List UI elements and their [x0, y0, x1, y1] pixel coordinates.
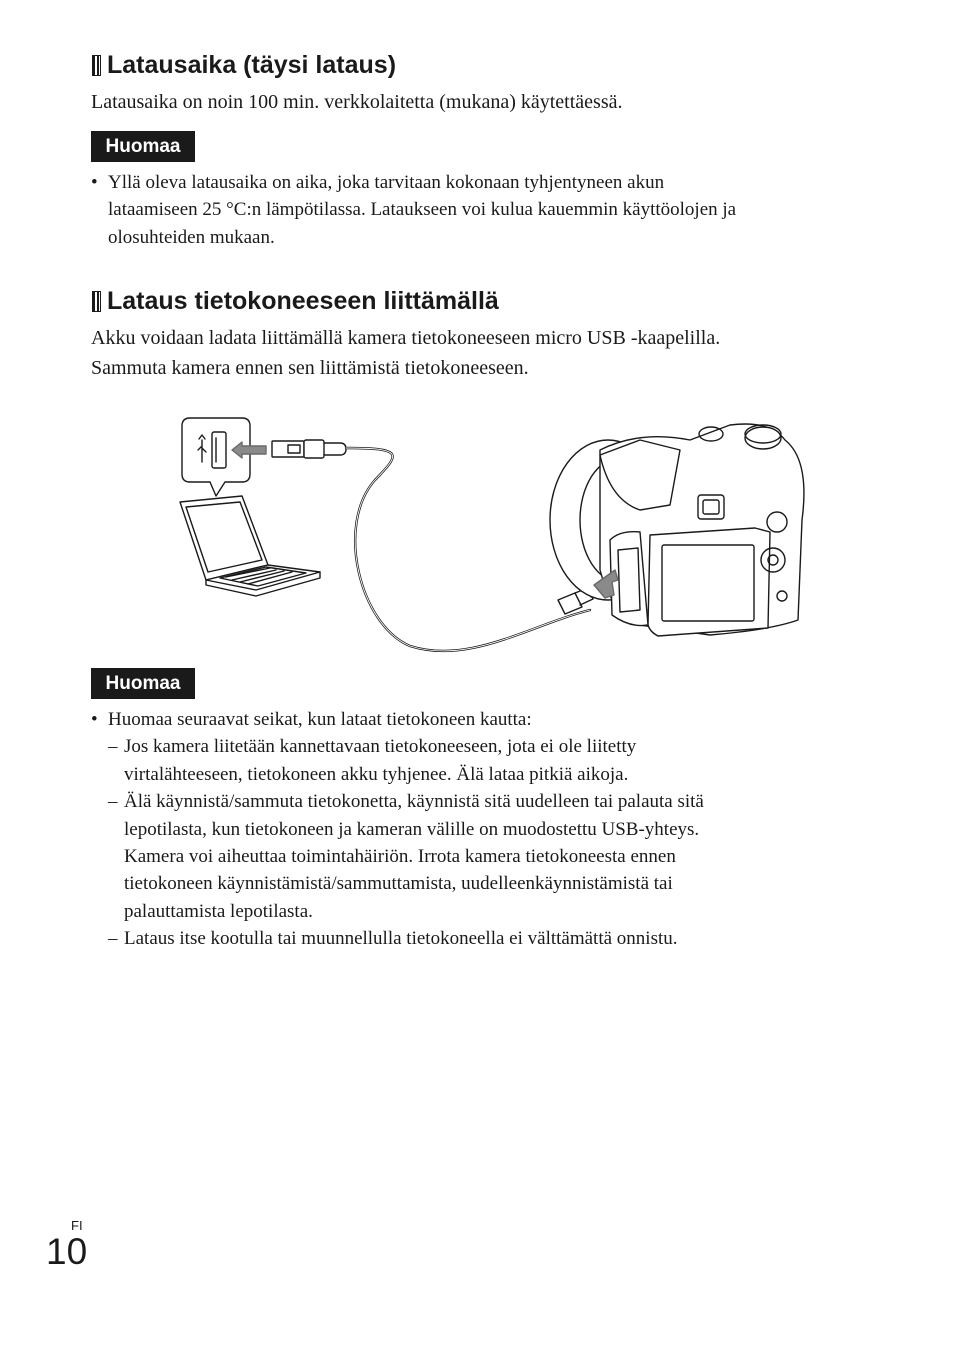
text-line: palauttamista lepotilasta.: [124, 900, 313, 922]
text-line: – Älä käynnistä/sammuta tietokonetta, käynnistä sitä uudelleen tai palauta sitä: [124, 791, 704, 813]
usb-cable-icon: [272, 440, 601, 651]
section-heading-text: Latausaika (täysi lataus): [107, 51, 397, 79]
list-item: [91, 706, 704, 953]
computer-charging-text-line-2: Sammuta kamera ennen sen liittämistä tietokoneeseen.: [91, 357, 529, 379]
camera-icon: [550, 424, 804, 636]
section-marker-icon: [92, 55, 101, 76]
section-heading-charging-time: [92, 50, 396, 80]
sub-list: [108, 733, 704, 952]
laptop-icon: [180, 496, 320, 596]
charging-time-text: Latausaika on noin 100 min. verkkolaitetta (mukana) käytettäessä.: [91, 91, 623, 113]
sub-list-item: [108, 733, 704, 788]
note-list: [91, 169, 736, 251]
section-marker-icon: [92, 291, 101, 312]
page-language-code: FI: [71, 1218, 83, 1233]
note-badge: Huomaa: [91, 668, 195, 699]
text-line: tietokoneen käynnistämistä/sammuttamista, uudelleenkäynnistämistä tai: [124, 873, 673, 895]
text-line: olosuhteiden mukaan.: [108, 226, 275, 248]
text-line: – Jos kamera liitetään kannettavaan tietokoneeseen, jota ei ole liitetty: [124, 736, 637, 758]
note-badge: Huomaa: [91, 131, 195, 162]
sub-list-item: [108, 788, 704, 925]
section-heading-text: Lataus tietokoneeseen liittämällä: [107, 287, 499, 315]
text-line: – Lataus itse kootulla tai muunnellulla tietokoneella ei välttämättä onnistu.: [124, 928, 678, 950]
text-line: lepotilasta, kun tietokoneen ja kameran välille on muodostettu USB-yhteys.: [124, 818, 700, 840]
computer-charging-text-line-1: Akku voidaan ladata liittämällä kamera tietokoneeseen micro USB -kaapelilla.: [91, 327, 721, 349]
page-number: 10: [46, 1231, 88, 1272]
connection-illustration: [170, 410, 815, 655]
list-item: [91, 169, 736, 251]
text-line: lataamiseen 25 °C:n lämpötilassa. Lataukseen voi kulua kauemmin käyttöolojen ja: [108, 199, 737, 221]
text-line: Kamera voi aiheuttaa toimintahäiriön. Irrota kamera tietokoneesta ennen: [124, 846, 676, 868]
text-line: • Huomaa seuraavat seikat, kun lataat tietokoneen kautta:: [108, 709, 532, 730]
text-line: • Yllä oleva latausaika on aika, joka tarvitaan kokonaan tyhjentyneen akun: [108, 172, 665, 193]
text-line: virtalähteeseen, tietokoneen akku tyhjenee. Älä lataa pitkiä aikoja.: [124, 763, 629, 785]
note-list: [91, 706, 704, 953]
section-heading-computer-charging: [92, 286, 499, 316]
sub-list-item: [108, 925, 704, 952]
